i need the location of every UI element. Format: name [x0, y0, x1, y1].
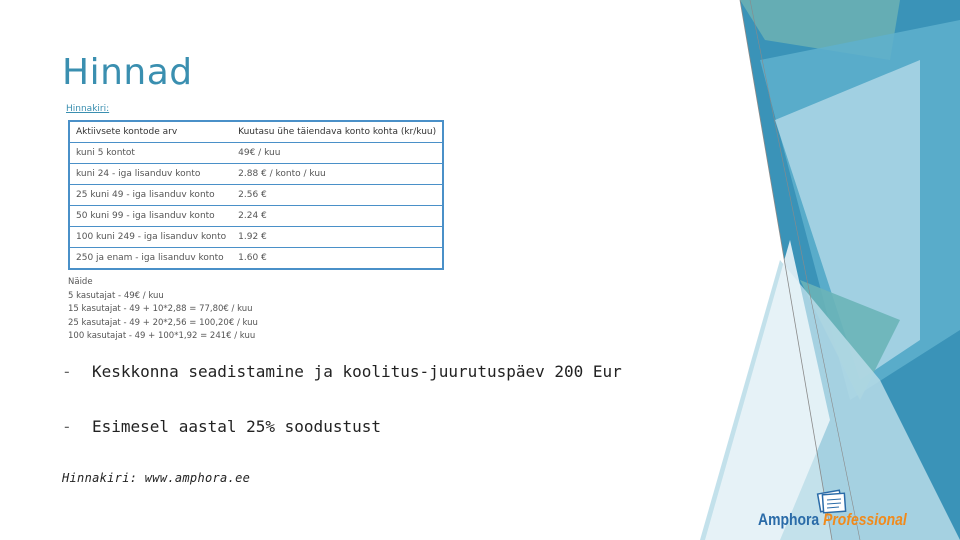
bullet-item: [62, 417, 381, 436]
example-line: 15 kasutajat - 49 + 10*2,88 = 77,80€ / kuu: [68, 304, 253, 315]
example-line: 5 kasutajat - 49€ / kuu: [68, 290, 164, 301]
pricing-table-image: [66, 104, 436, 344]
source-note: Hinnakiri: www.amphora.ee: [62, 471, 251, 485]
table-cell: 1.60 €: [238, 253, 267, 263]
bullet-item: [62, 362, 622, 381]
table-row: [69, 164, 443, 185]
table-cell: 2.56 €: [232, 185, 443, 206]
table-cell: 1.92 €: [232, 227, 443, 248]
column-header: Kuutasu ühe täiendava konto kohta (kr/kuu): [232, 121, 443, 143]
bullet-text: Esimesel aastal 25% soodustust: [92, 417, 381, 436]
column-header: Aktiivsete kontode arv: [69, 121, 232, 143]
logo-word-amphora: Amphora: [758, 510, 820, 529]
table-row: [69, 227, 443, 248]
table-cell: 49€ / kuu: [232, 143, 443, 164]
example-line: Näide: [68, 277, 93, 287]
table-row: [69, 143, 443, 164]
logo-wordmark: [758, 510, 907, 530]
table-row: [69, 185, 443, 206]
table-cell: kuni 24 - iga lisanduv konto: [69, 164, 232, 185]
pricing-example: [68, 276, 436, 344]
table-cell: kuni 5 kontot: [69, 143, 232, 164]
table-cell: 250 ja enam - iga lisanduv konto: [76, 253, 224, 263]
table-header-row: [69, 121, 443, 143]
table-cell: 2.88 € / konto / kuu: [232, 164, 443, 185]
table-cell: 50 kuni 99 - iga lisanduv konto: [69, 206, 232, 227]
bullet-dash: -: [62, 417, 72, 436]
pricing-table: [68, 120, 444, 270]
table-cell: 25 kuni 49 - iga lisanduv konto: [69, 185, 232, 206]
table-row: [69, 248, 443, 270]
pricing-header: Hinnakiri:: [66, 104, 110, 114]
slide-title: Hinnad: [62, 52, 193, 93]
logo-word-professional: Professional: [823, 510, 907, 529]
example-line: 25 kasutajat - 49 + 20*2,56 = 100,20€ / kuu: [68, 317, 258, 328]
table-cell: 2.24 €: [232, 206, 443, 227]
bullet-dash: -: [62, 362, 72, 381]
amphora-logo: [758, 488, 938, 528]
table-row: [69, 206, 443, 227]
example-line: 100 kasutajat - 49 + 100*1,92 = 241€ / kuu: [68, 331, 256, 342]
bullet-text: Keskkonna seadistamine ja koolitus-juurutuspäev 200 Eur: [92, 362, 622, 381]
table-cell: 100 kuni 249 - iga lisanduv konto: [69, 227, 232, 248]
